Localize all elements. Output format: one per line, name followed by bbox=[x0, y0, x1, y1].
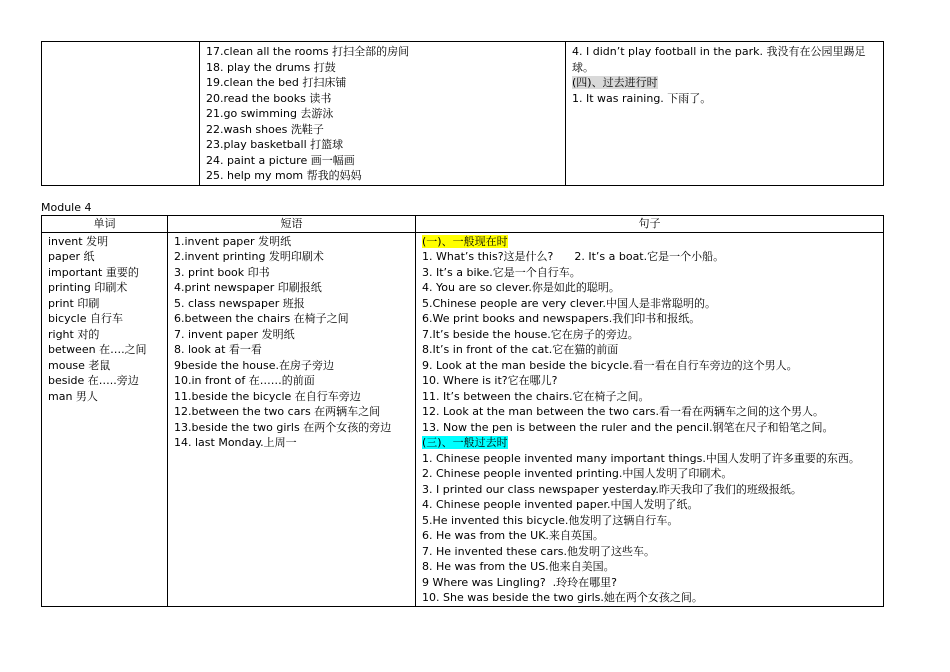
sentence-item: 2. Chinese people invented printing.中国人发明了印刷术。 bbox=[422, 467, 733, 480]
sentence-item: 6. He was from the UK.来自英国。 bbox=[422, 529, 604, 542]
sentence-item: 1. Chinese people invented many important things.中国人发明了许多重要的东西。 bbox=[422, 451, 860, 465]
sentence-item: 3. I printed our class newspaper yesterday.昨天我印了我们的班级报纸。 bbox=[422, 482, 802, 496]
section-title-simple-present: (一)、一般现在时 bbox=[422, 234, 508, 248]
words-cell bbox=[42, 232, 168, 606]
phrase-line: 23.play basketball 打篮球 bbox=[206, 138, 344, 151]
phrase-item: 10.in front of 在……的前面 bbox=[174, 374, 315, 387]
phrase-item: 4.print newspaper 印刷报纸 bbox=[174, 281, 322, 294]
phrase-item: 13.beside the two girls 在两个女孩的旁边 bbox=[174, 420, 392, 434]
sentence-item: 11. It’s between the chairs.它在椅子之间。 bbox=[422, 389, 650, 403]
sentence-item: 10. Where is it?它在哪儿? bbox=[422, 374, 558, 387]
word-item: important 重要的 bbox=[48, 265, 139, 279]
phrase-item: 8. look at 看一看 bbox=[174, 343, 262, 356]
phrase-line: 18. play the drums 打鼓 bbox=[206, 60, 336, 74]
empty-word-cell bbox=[42, 42, 200, 186]
sentence-item: 9 Where was Lingling? .玲玲在哪里? bbox=[422, 575, 617, 589]
phrases-cell bbox=[168, 232, 416, 606]
word-item: mouse 老鼠 bbox=[48, 358, 111, 372]
sentence-item: 1. What’s this?这是什么? 2. It’s a boat.它是一个小船。 bbox=[422, 250, 725, 263]
sentence-item: 4. You are so clever.你是如此的聪明。 bbox=[422, 281, 620, 294]
header-sentences: 句子 bbox=[416, 216, 884, 233]
word-item: print 印刷 bbox=[48, 296, 100, 310]
sentence-item: 6.We print books and newspapers.我们印书和报纸。 bbox=[422, 312, 701, 325]
word-item: printing 印刷术 bbox=[48, 281, 128, 294]
sentence-item: 10. She was beside the two girls.她在两个女孩之间。 bbox=[422, 591, 703, 604]
sentence-item: 5.He invented this bicycle.他发明了这辆自行车。 bbox=[422, 513, 679, 527]
top-table bbox=[41, 41, 884, 186]
word-item: invent 发明 bbox=[48, 234, 109, 248]
phrase-line: 21.go swimming 去游泳 bbox=[206, 107, 334, 120]
sentence-item: 12. Look at the man between the two cars.看一看在两辆车之间的这个男人。 bbox=[422, 405, 824, 418]
module4-table bbox=[41, 215, 884, 607]
sentence-line: 4. I didn’t play football in the park. 我没有在公园里踢足球。 bbox=[572, 45, 866, 74]
phrase-item: 2.invent printing 发明印刷术 bbox=[174, 250, 324, 263]
phrase-line: 25. help my mom 帮我的妈妈 bbox=[206, 169, 362, 182]
sentence-item: 8.It’s in front of the cat.它在猫的前面 bbox=[422, 343, 619, 356]
header-phrases: 短语 bbox=[168, 216, 416, 233]
sentence-item: 8. He was from the US.他来自美国。 bbox=[422, 560, 615, 573]
phrase-line: 19.clean the bed 打扫床铺 bbox=[206, 76, 347, 89]
module-title: Module 4 bbox=[41, 201, 92, 214]
sentence-item: 7.It’s beside the house.它在房子的旁边。 bbox=[422, 327, 639, 341]
phrase-line: 20.read the books 读书 bbox=[206, 91, 332, 105]
sentence-item: 3. It’s a bike.它是一个自行车。 bbox=[422, 265, 581, 279]
phrase-item: 14. last Monday.上周一 bbox=[174, 436, 297, 449]
word-item: bicycle 自行车 bbox=[48, 312, 123, 325]
phrase-item: 11.beside the bicycle 在自行车旁边 bbox=[174, 389, 361, 403]
phrase-item: 12.between the two cars 在两辆车之间 bbox=[174, 405, 381, 418]
section-title-past-progressive: (四)、过去进行时 bbox=[572, 76, 658, 89]
sentence-line: 1. It was raining. 下雨了。 bbox=[572, 91, 712, 105]
phrase-item: 3. print book 印书 bbox=[174, 265, 270, 279]
word-item: right 对的 bbox=[48, 327, 100, 341]
phrase-line: 24. paint a picture 画一幅画 bbox=[206, 153, 355, 167]
word-item: man 男人 bbox=[48, 389, 98, 403]
top-phrases-cell bbox=[200, 42, 566, 186]
word-item: beside 在…..旁边 bbox=[48, 374, 139, 387]
top-sentences-cell bbox=[566, 42, 884, 186]
sentence-item: 5.Chinese people are very clever.中国人是非常聪明的。 bbox=[422, 296, 716, 310]
phrase-item: 9beside the house.在房子旁边 bbox=[174, 358, 334, 372]
phrase-item: 7. invent paper 发明纸 bbox=[174, 327, 295, 341]
sentence-item: 7. He invented these cars.他发明了这些车。 bbox=[422, 544, 655, 558]
phrase-item: 5. class newspaper 班报 bbox=[174, 296, 305, 310]
sentence-item: 4. Chinese people invented paper.中国人发明了纸。 bbox=[422, 498, 699, 511]
phrase-line: 17.clean all the rooms 打扫全部的房间 bbox=[206, 45, 410, 58]
sentence-item: 13. Now the pen is between the ruler and the pencil.钢笔在尺子和铅笔之间。 bbox=[422, 420, 834, 434]
sentences-cell bbox=[416, 232, 884, 606]
phrase-item: 6.between the chairs 在椅子之间 bbox=[174, 312, 349, 325]
phrase-line: 22.wash shoes 洗鞋子 bbox=[206, 122, 324, 136]
sentence-item: 9. Look at the man beside the bicycle.看一看在自行车旁边的这个男人。 bbox=[422, 358, 798, 372]
word-item: between 在….之间 bbox=[48, 343, 147, 356]
word-item: paper 纸 bbox=[48, 250, 95, 263]
header-words: 单词 bbox=[42, 216, 168, 233]
section-title-simple-past: (三)、一般过去时 bbox=[422, 436, 508, 449]
phrase-item: 1.invent paper 发明纸 bbox=[174, 234, 292, 248]
